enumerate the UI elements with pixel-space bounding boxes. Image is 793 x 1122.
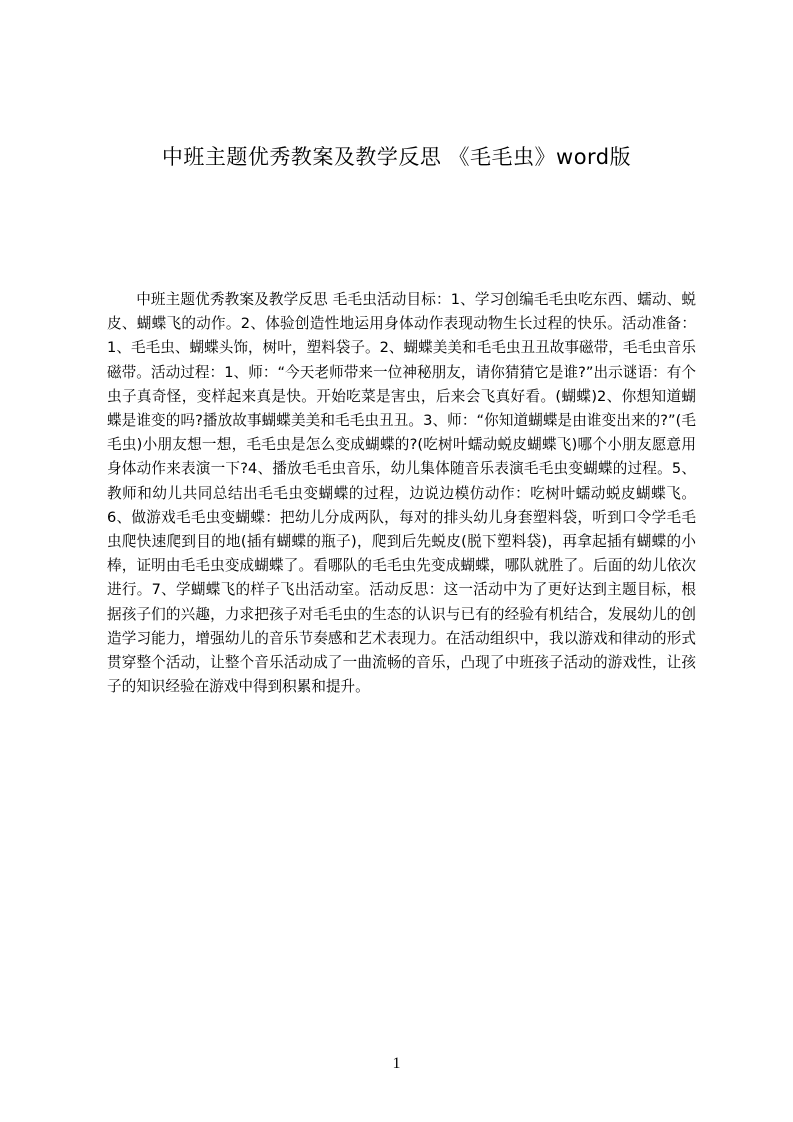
page-number: 1 [392,1055,401,1072]
document-body-paragraph: 中班主题优秀教案及教学反思 毛毛虫活动目标：1、学习创编毛毛虫吃东西、蠕动、蜕皮、蝴蝶飞的动作。2、体验创造性地运用身体动作表现动物生长过程的快乐。活动准备：1、毛毛虫、蝴蝶头饰，树叶，塑料袋子。2、蝴蝶美美和毛毛虫丑丑故事磁带，毛毛虫音乐磁带。活动过程：1、师：“今天老师带来一位神秘朋友，请你猜猜它是谁?”出示谜语：有个虫子真奇怪，变样起来真是快。开始吃菜是害虫，后来会飞真好看。(蝴蝶)2、你想知道蝴蝶是谁变的吗?播放故事蝴蝶美美和毛毛虫丑丑。3、师：“你知道蝴蝶是由谁变出来的?”(毛毛虫)小朋友想一想，毛毛虫是怎么变成蝴蝶的?(吃树叶蠕动蜕皮蝴蝶飞)哪个小朋友愿意用身体动作来表演一下?4、播放毛毛虫音乐，幼儿集体随音乐表演毛毛虫变蝴蝶的过程。5、教师和幼儿共同总结出毛毛虫变蝴蝶的过程，边说边模仿动作：吃树叶蠕动蜕皮蝴蝶飞。6、做游戏毛毛虫变蝴蝶：把幼儿分成两队，每对的排头幼儿身套塑料袋，听到口令学毛毛虫爬快速爬到目的地(插有蝴蝶的瓶子)，爬到后先蜕皮(脱下塑料袋)，再拿起插有蝴蝶的小棒，证明由毛毛虫变成蝴蝶了。看哪队的毛毛虫先变成蝴蝶，哪队就胜了。后面的幼儿依次进行。7、学蝴蝶飞的样子飞出活动室。活动反思：这一活动中为了更好达到主题目标，根据孩子们的兴趣，力求把孩子对毛毛虫的生态的认识与已有的经验有机结合，发展幼儿的创造学习能力，增强幼儿的音乐节奏感和艺术表现力。在活动组织中，我以游戏和律动的形式贯穿整个活动，让整个音乐活动成了一曲流畅的音乐，凸现了中班孩子活动的游戏性，让孩子的知识经验在游戏中得到积累和提升。 [107,291,696,696]
document-title: 中班主题优秀教案及教学反思 《毛毛虫》word版 [161,145,632,169]
